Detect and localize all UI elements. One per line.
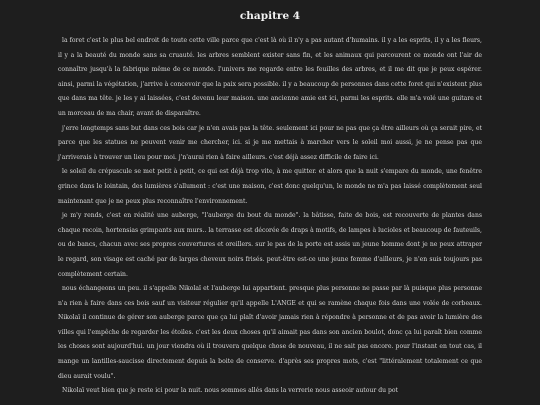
paragraph-2: j'erre longtemps sans but dans ces bois car je n'en avais pas la tête. seulement ici pour ne pas que ça être ailleurs où ça serait pire, et parce que les statues ne peuvent venir me chercher, ici. si je me mettais à marcher vers le soleil moi aussi, je ne pense pas que j'arriverais à trouver un lieu pour moi. j'n'aurai rien à faire ailleurs. c'est déjà assez difficile de faire ici. (58, 124, 482, 161)
paragraph-1: la foret c'est le plus bel endroit de toute cette ville parce que c'est là où il n'y a pas autant d'humains. il y a les esprits, il y a les fleurs, il y a la beauté du monde sans sa cruauté. les arbres semblent exister sans fin, et les animaux qui parcourent ce monde ont l'air de connaître jusqu'à la fabrique même de ce monde. l'univers me regarde entre les feuilles des arbres, et il me dit que je peux espérer. ainsi, parmi la végétation, j'arrive à concevoir que la paix sera possible. il y a beaucoup de personnes dans cette foret qui n'existent plus que dans ma tête. je les y ai laissées, c'est devenu leur maison. une ancienne amie est ici, parmi les esprits. elle m'a volé une guitare et un morceau de ma chair, avant de disparaître. (58, 37, 482, 117)
paragraph-3: le soleil du crépuscule se met petit à petit, ce qui est déjà trop vite, à me quitter. et alors que la nuit s'empare du monde, une fenêtre grince dans le lointain, des lumières s'allument : c'est une maison, c'est donc quelqu'un, le monde ne m'a pas laissé complètement seul maintenant que je ne peux plus reconnaître l'environnement. (58, 168, 482, 205)
chapter-title: chapitre 4 (239, 10, 301, 22)
paragraph-5: nous échangeons un peu. il s'appelle Nikolaï et l'auberge lui appartient. presque plus personne ne passe par là puisque plus personne n'a rien à faire dans ces bois sauf un visiteur régulier qu'il appelle L'ANGE et qui se ramène chaque fois dans une volée de corbeaux. Nikolaï il continue de gérer son auberge parce que ça lui plaît d'avoir jamais rien à répondre à personne et de pas avoir la lumière des villes qui l'empêche de regarder les étoiles. c'est les deux choses qu'il aimait pas dans son ancien boulot, donc ça lui paraît bien comme les choses sont aujourd'hui. un jour viendra où il trouvera quelque chose de nouveau, il ne sait pas encore. pour l'instant en tout cas, il mange un lantilles-saucisse directement depuis la boite de conserve. d'après ses propres mots, c'est "littéralement totalement ce que dieu aurait voulu". (58, 285, 482, 380)
paragraph-6: Nikolaï veut bien que je reste ici pour la nuit. nous sommes allés dans la verrerie nous asseoir autour du pot (62, 387, 398, 395)
paragraph-4: je m'y rends, c'est en réalité une auberge, "l'auberge du bout du monde". la bâtisse, faite de bois, est recouverte de plantes dans chaque recoin, hortensias grimpants aux murs.. la terrasse est décorée de draps à motifs, de lampes à lucioles et beaucoup de fauteuils, ou de bancs, chacun avec ses propres couvertures et oreillers. sur le pas de la porte est assis un jeune homme dont je ne peux attraper le regard, son visage est caché par de larges cheveux noirs frisés. peut-être est-ce une jeune femme d'ailleurs, je n'en suis toujours pas complètement certain. (58, 212, 482, 278)
